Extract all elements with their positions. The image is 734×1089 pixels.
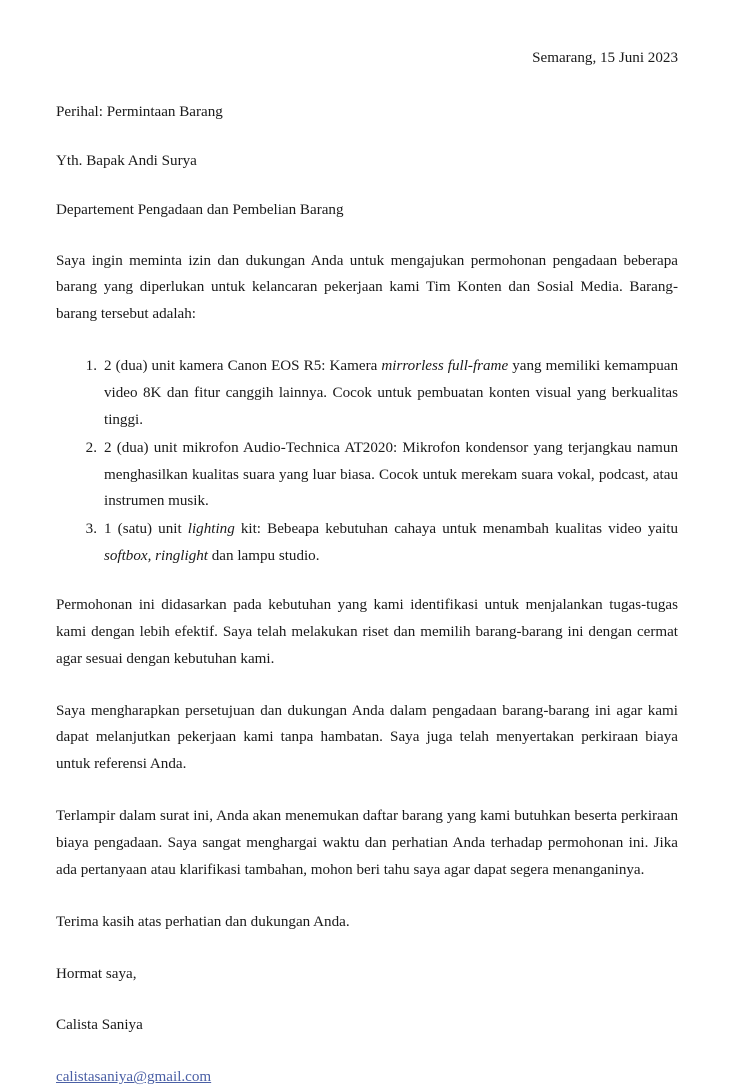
rationale-paragraph: Permohonan ini didasarkan pada kebutuhan yang kami identifikasi untuk menjalankan tugas-tugas kami dengan lebih efektif. Saya telah melakukan riset dan memilih barang-barang ini dengan cermat agar sesuai dengan kebutuhan kami. [56,597,678,667]
email-link[interactable]: calistasaniya@gmail.com [56,1069,212,1086]
subject-line: Perihal: Permintaan Barang [56,104,223,121]
list-item [56,353,678,434]
opening-paragraph: Saya ingin meminta izin dan dukungan Anda untuk mengajukan permohonan pengadaan beberapa barang yang diperlukan untuk kelancaran pekerjaan kami Tim Konten dan Sosial Media. Barang-barang tersebut adalah: [56,252,678,323]
email-row [56,1065,678,1089]
department-line: Departement Pengadaan dan Pembelian Barang [56,202,344,219]
closing-thanks: Terima kasih atas perhatian dan dukungan Anda. [56,913,350,930]
item-emphasis-2: softbox, ringlight [104,548,208,565]
item-text-part1: 2 (dua) unit kamera Canon EOS R5: Kamera [104,358,382,375]
item-text-part2: yang memiliki kemampuan video 8K dan fitur canggih lainnya. Cocok untuk pembuatan konten visual yang berkualitas tinggi. [104,358,679,428]
signer-name: Calista Saniya [56,1017,143,1034]
item-emphasis-1: mirrorless full-frame [381,358,509,375]
requested-items-list [56,353,678,570]
signoff-line: Hormat saya, [56,965,137,982]
item-text-part1: 1 (satu) unit [104,521,188,538]
item-text-part3: dan lampu studio. [207,548,320,565]
item-emphasis-1: lighting [187,521,235,538]
item-text-part2: kit: Bebeapa kebutuhan cahaya untuk menambah kualitas video yaitu [234,521,678,538]
approval-paragraph: Saya mengharapkan persetujuan dan dukungan Anda dalam pengadaan barang-barang ini agar kami dapat melanjutkan pekerjaan kami tanpa hambatan. Saya juga telah menyertakan perkiraan biaya untuk referensi Anda. [56,702,678,773]
item-text-part1: 2 (dua) unit mikrofon Audio-Technica AT2020: Mikrofon kondensor yang terjangkau namun menghasilkan kualitas suara yang luar biasa. Cocok untuk merekam suara vokal, podcast, atau instrumen musik. [104,439,678,510]
document-body [56,46,678,1089]
list-item [56,516,678,570]
recipient-line: Yth. Bapak Andi Surya [56,153,197,170]
date-line: Semarang, 15 Juni 2023 [532,50,678,66]
attachment-paragraph: Terlampir dalam surat ini, Anda akan menemukan daftar barang yang kami butuhkan beserta perkiraan biaya pengadaan. Saya sangat menghargai waktu dan perhatian Anda terhadap permohonan ini. Jika ada pertanyaan atau klarifikasi tambahan, mohon beri tahu saya agar dapat segera menanganinya. [56,808,678,878]
list-item [56,435,678,516]
